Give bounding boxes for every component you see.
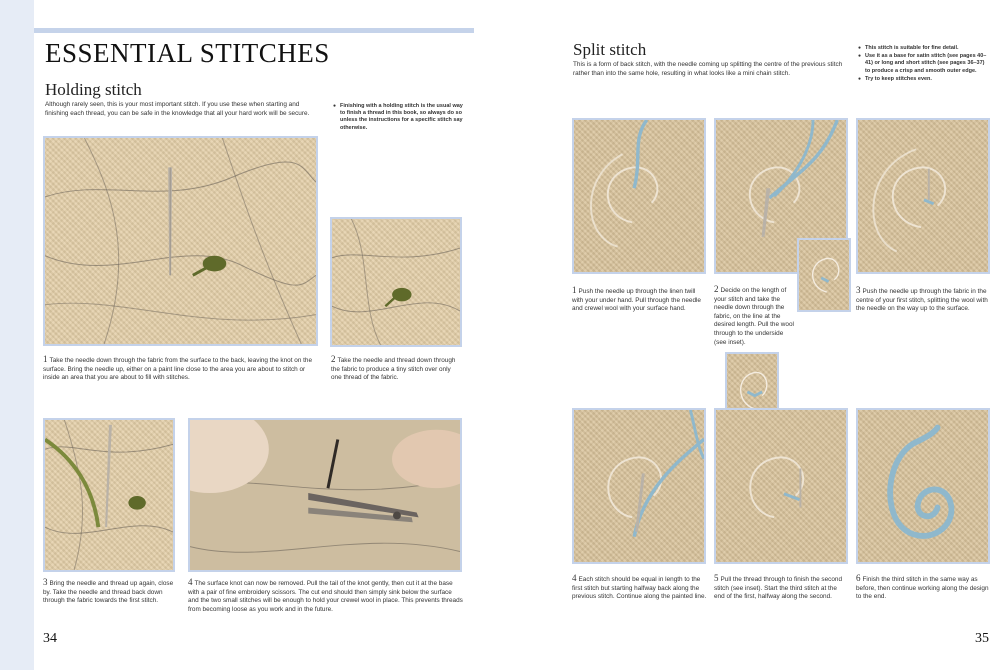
photo-split-step-3-illustration xyxy=(858,120,988,272)
page-number-right: 35 xyxy=(975,631,989,646)
holding-stitch-note xyxy=(333,103,463,132)
photo-split-step-1-illustration xyxy=(574,120,704,272)
step-number: 2 xyxy=(331,354,336,364)
holding-stitch-intro: Although rarely seen, this is your most important stitch. If you use these when starting and finishing each thread, you can be safe in the knowledge that all your hard work will be secure. xyxy=(45,101,310,117)
note-text: Use it as a base for satin stitch (see pages 40–41) or long and short stitch (see pages 36–37) to produce a crisp and smooth outer edge. xyxy=(865,53,987,74)
caption-text: Take the needle and thread down through the fabric to produce a tiny stitch over only one thread of the fabric. xyxy=(331,357,456,382)
inset-split-step-2-illustration xyxy=(799,240,849,310)
caption-split-step-6 xyxy=(856,574,991,602)
step-number: 6 xyxy=(856,573,861,583)
caption-text: Take the needle down through the fabric from the surface to the back, leaving the knot on the surface. Bring the needle up, either on a paint line close to the area you are about to stitch or inside an area that you are about to fill with stitches. xyxy=(43,357,313,382)
note-text: Try to keep stitches even. xyxy=(865,75,932,82)
caption-text: Push the needle up through the linen twill with your under hand. Pull through the needle and crewel wool with your surface hand. xyxy=(572,288,701,313)
split-stitch-intro: This is a form of back stitch, with the needle coming up splitting the centre of the previous stitch rather than into the same hole, resulting in what looks like a mini chain stitch. xyxy=(573,61,843,77)
caption-step-3 xyxy=(43,578,178,606)
photo-step-2 xyxy=(330,217,462,347)
photo-step-1-illustration xyxy=(45,138,316,344)
page-number-left: 34 xyxy=(43,631,57,646)
photo-step-3-illustration xyxy=(45,420,173,570)
caption-split-step-3 xyxy=(856,286,994,314)
left-page-margin-strip xyxy=(0,0,34,670)
photo-split-step-5 xyxy=(714,408,848,564)
photo-split-step-4-illustration xyxy=(574,410,704,562)
photo-step-3 xyxy=(43,418,175,572)
photo-step-2-illustration xyxy=(332,219,460,345)
step-number: 4 xyxy=(188,577,193,587)
photo-step-4-illustration xyxy=(190,420,460,570)
note-item xyxy=(858,76,988,83)
step-number: 1 xyxy=(572,285,577,295)
caption-text: Decide on the length of your stitch and take the needle down through the fabric, on the line at the desired length. Pull the wool through to the underside (see inset). xyxy=(714,287,794,346)
section-title-split-stitch: Split stitch xyxy=(573,40,647,59)
caption-step-1 xyxy=(43,355,323,383)
photo-step-1 xyxy=(43,136,318,346)
photo-split-step-6-illustration xyxy=(858,410,988,562)
step-number: 5 xyxy=(714,573,719,583)
step-number: 3 xyxy=(856,285,861,295)
caption-text: Pull the thread through to finish the second stitch (see inset). Start the third stitch at the end of the first, halfway along the second. xyxy=(714,576,843,601)
step-number: 1 xyxy=(43,354,48,364)
note-text: Finishing with a holding stitch is the usual way to finish a thread in this book, so always do so unless the instructions for a specific stitch say otherwise. xyxy=(340,103,463,131)
caption-text: Push the needle up through the fabric in the centre of your first stitch, splitting the wool with the needle on the way up to the surface. xyxy=(856,288,988,313)
header-rule xyxy=(34,28,474,33)
photo-split-step-1 xyxy=(572,118,706,274)
caption-text: Each stitch should be equal in length to the first stitch but starting halfway back along the previous stitch. Continue along the painted line. xyxy=(572,576,707,601)
caption-split-step-5 xyxy=(714,574,849,602)
split-stitch-notes xyxy=(858,45,988,83)
caption-step-2 xyxy=(331,355,461,383)
photo-step-4 xyxy=(188,418,462,572)
step-number: 4 xyxy=(572,573,577,583)
note-item xyxy=(858,53,988,75)
photo-split-step-5-illustration xyxy=(716,410,846,562)
caption-text: The surface knot can now be removed. Pull the tail of the knot gently, then cut it at the base with a pair of fine embroidery scissors. The cut end should then simply sink below the surface and the two small stitches will be enough to hold your crewel wool in place. This prevents threads from becoming loose as you work and in the future. xyxy=(188,580,463,613)
caption-split-step-4 xyxy=(572,574,707,602)
caption-split-step-1 xyxy=(572,286,707,314)
caption-text: Finish the third stitch in the same way as before, then continue working along the design to the end. xyxy=(856,576,989,601)
caption-step-4 xyxy=(188,578,463,614)
photo-split-step-4 xyxy=(572,408,706,564)
step-number: 3 xyxy=(43,577,48,587)
inset-split-step-2 xyxy=(797,238,851,312)
caption-text: Bring the needle and thread up again, close by. Take the needle and thread back down through the fabric towards the first stitch. xyxy=(43,580,174,605)
photo-split-step-3 xyxy=(856,118,990,274)
page-title: ESSENTIAL STITCHES xyxy=(45,38,330,68)
caption-split-step-2 xyxy=(714,285,796,347)
note-item xyxy=(858,45,988,52)
photo-split-step-6 xyxy=(856,408,990,564)
section-title-holding-stitch: Holding stitch xyxy=(45,80,142,99)
step-number: 2 xyxy=(714,284,719,294)
note-text: This stitch is suitable for fine detail. xyxy=(865,45,959,51)
